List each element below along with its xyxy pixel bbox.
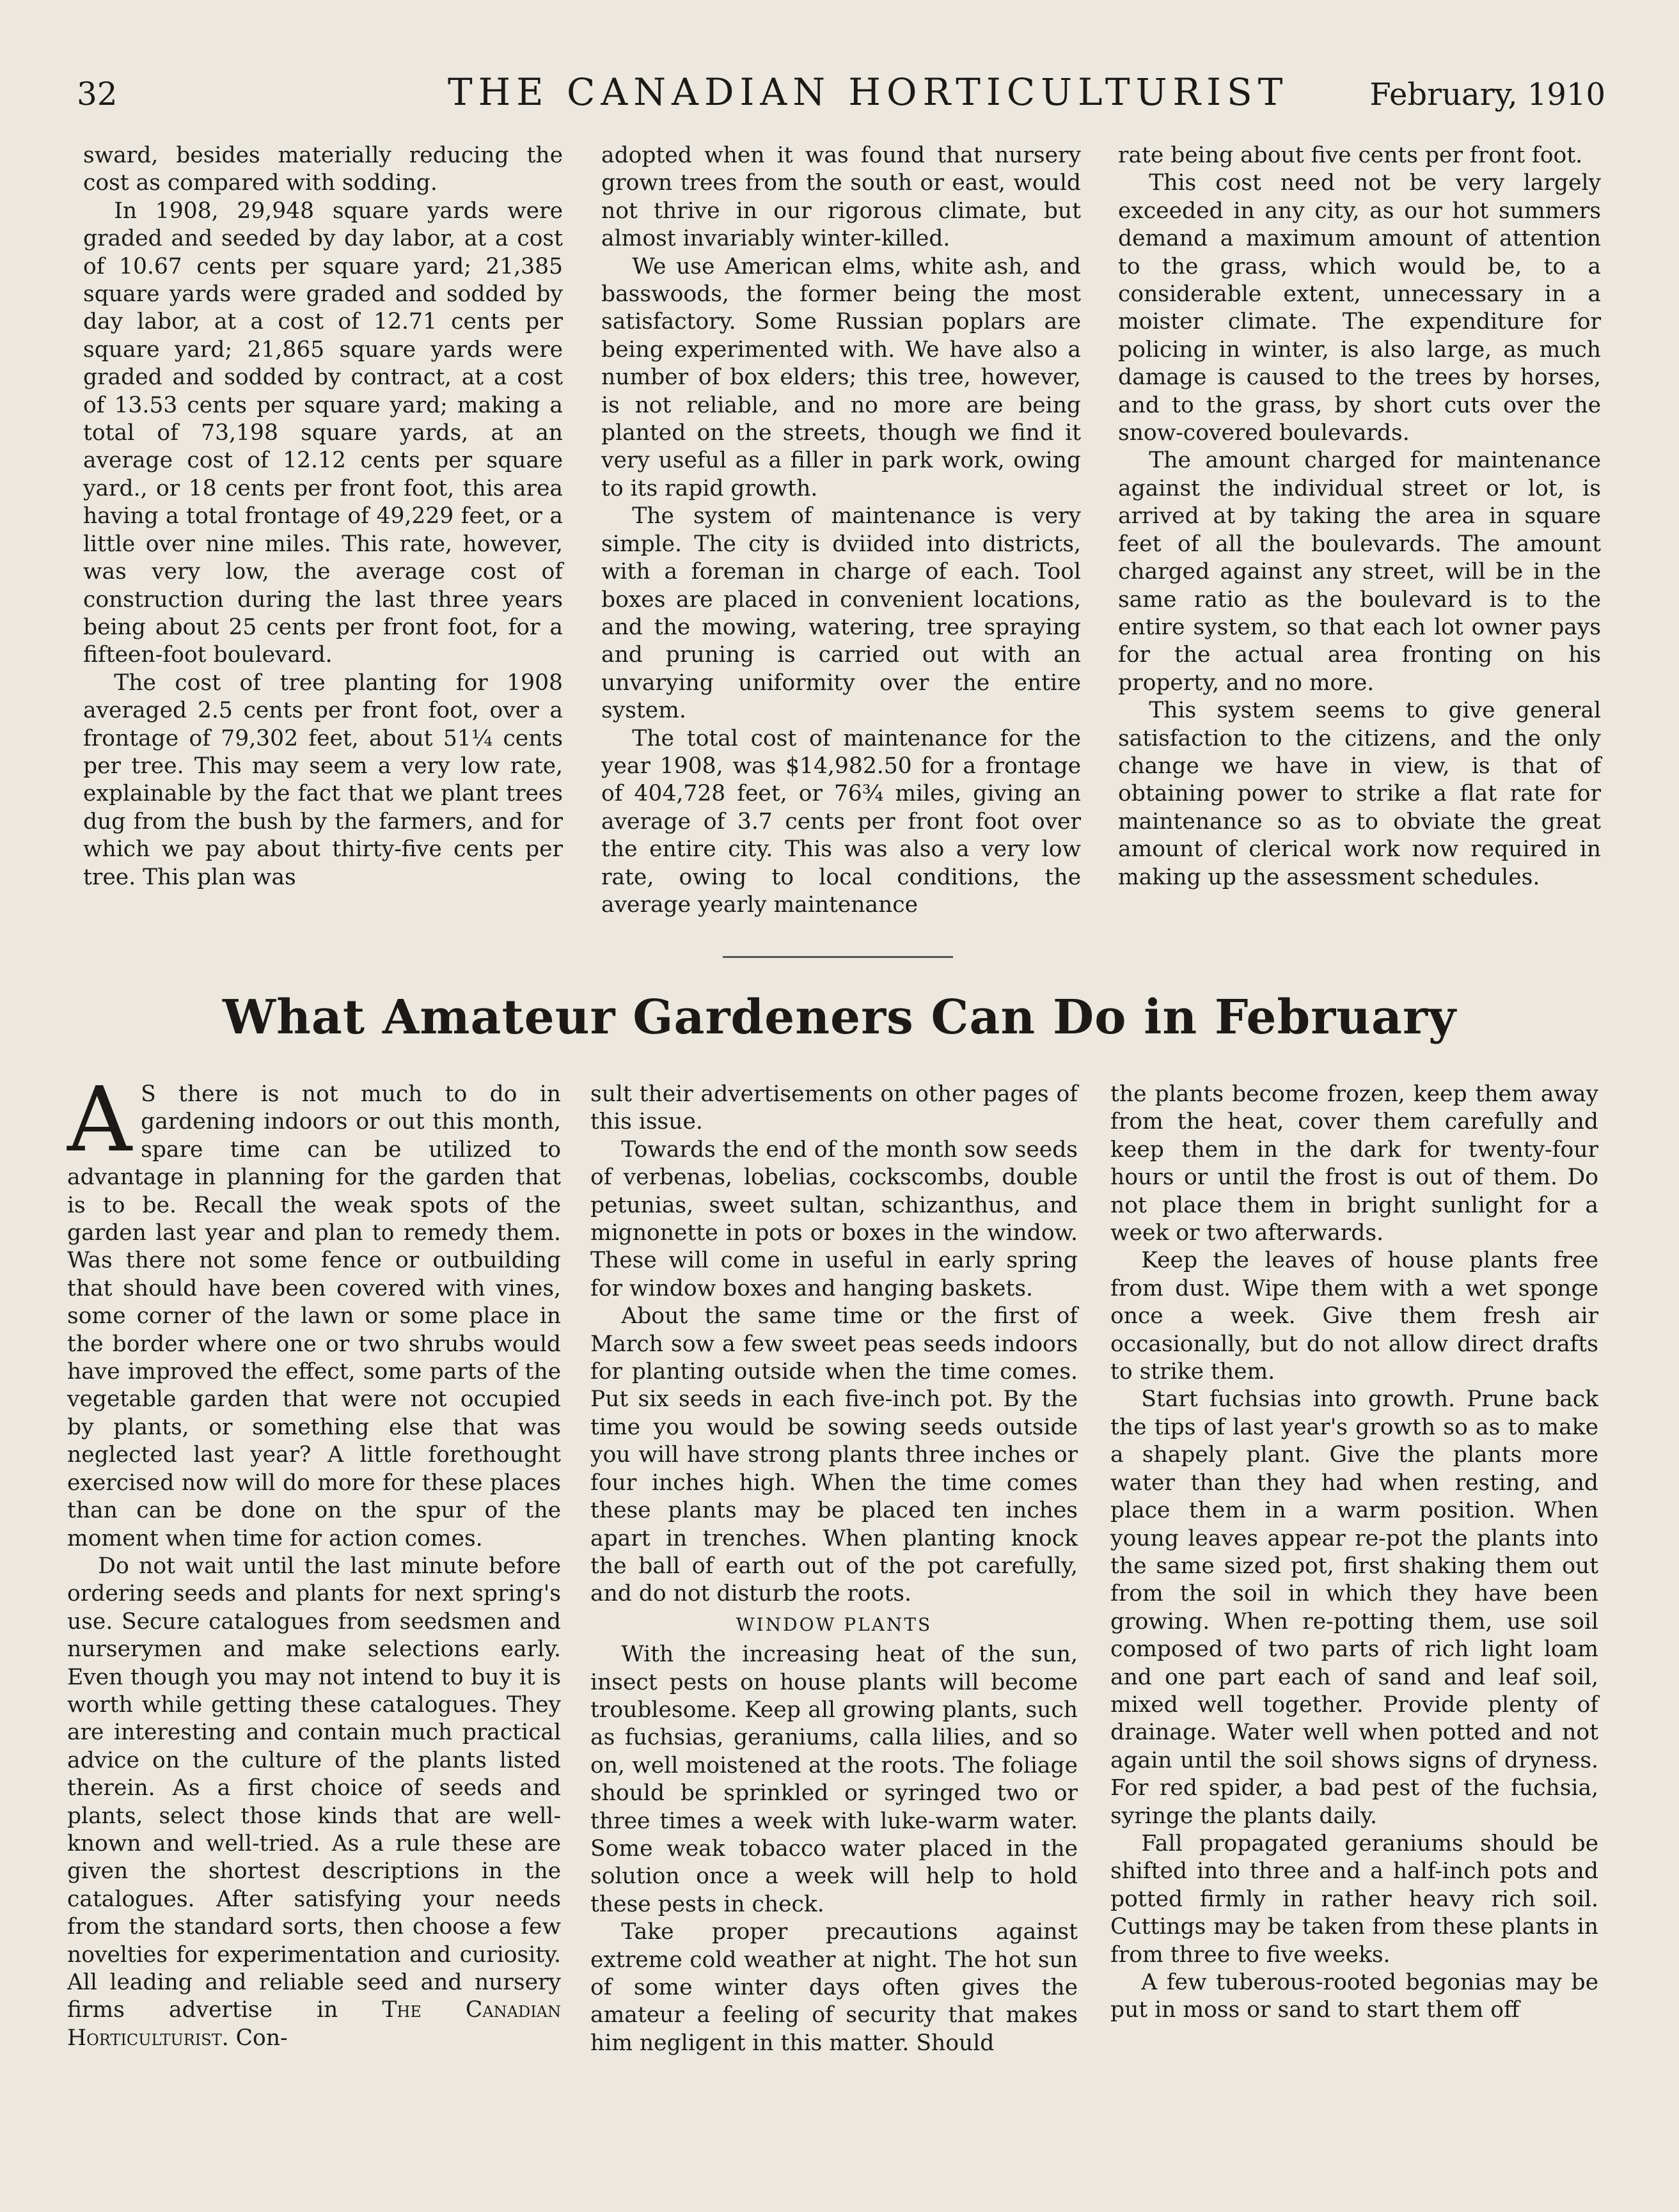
issue-date: February, 1910 <box>1369 77 1605 113</box>
journal-title: THE CANADIAN HORTICULTURIST <box>448 70 1289 114</box>
section-divider <box>723 956 953 958</box>
paragraph: A S there is not much to do in gardening indoors or out this month, spare time can be utilized to advantage in planning for the garden that is to be. Recall the weak spots of the garden last year and plan to remedy them. Was there not some fence or outbuilding that should have been covered with vines, some corner of the lawn or some place in the border where one or two shrubs would have improved the effect, some parts of the vegetable garden that were not occupied by plants, or something else that was neglected last year? A little forethought exercised now will do more for these places than can be done on the spur of the moment when time for action comes. <box>67 1068 561 1551</box>
paragraph: Fall propagated geraniums should be shifted into three and a half-inch pots and potted firmly in rather heavy rich soil. Cuttings may be taken from these plants in from three to five weeks. <box>1110 1830 1598 1968</box>
paragraph: Towards the end of the month sow seeds of verbenas, lobelias, cockscombs, double petunias, sweet sultan, schizanthus, and mignonette in pots or boxes in the window. These will come in useful in early spring for window boxes and hanging baskets. <box>590 1136 1078 1301</box>
paragraph: Do not wait until the last minute before ordering seeds and plants for next spring's use. Secure catalogues from seedsmen and nurserymen and make selections early. Even though you may not intend to buy it is worth while getting these catalogues. They are interesting and contain much practical advice on the culture of the plants listed therein. As a first choice of seeds and plants, select those kinds that are well-known and well-tried. As a rule these are given the shortest descriptions in the catalogues. After satisfying your needs from the standard sorts, then choose a few novelties for experimentation and curiosity. All leading and reliable seed and nursery firms advertise in The Canadian Horticulturist. Con- <box>67 1553 562 2051</box>
paragraph: In 1908, 29,948 square yards were graded and seeded by day labor, at a cost of 10.67 cents per square yard; 21,385 square yards were graded and sodded by day labor, at a cost of 12.71 cents per square yard; 21,865 square yards were graded and sodded by contract, at a cost of 13.53 cents per square yard; making a total of 73,198 square yards, at an average cost of 12.12 cents per square yard., or 18 cents per front foot, this area having a total frontage of 49,229 feet, or a little over nine miles. This rate, however, was very low, the average cost of construction during the last three years being about 25 cents per front foot, for a fifteen-foot boulevard. <box>83 198 563 668</box>
publication-name: The Canadian Horticulturist <box>67 1997 562 2051</box>
paragraph: sward, besides materially reducing the cost as compared with sodding. <box>83 143 563 196</box>
boulevard-column-2 <box>601 142 1081 919</box>
boulevard-column-1 <box>83 142 563 891</box>
paragraph: With the increasing heat of the sun, insect pests on house plants will become troublesome. Keep all growing plants, such as fuchsias, geraniums, calla lilies, and so on, well moistened at the roots. The foliage should be sprinkled or syringed two or three times a week with luke-warm water. Some weak tobacco water placed in the solution once a week will help to hold these pests in check. <box>590 1642 1078 1917</box>
paragraph: Start fuchsias into growth. Prune back the tips of last year's growth so as to make a shapely plant. Give the plants more water than they had when resting, and place them in a warm position. When young leaves appear re-pot the plants into the same sized pot, first shaking them out from the soil in which they have been growing. When re-potting them, use soil composed of two parts of rich light loam and one part each of sand and leaf soil, mixed well together. Provide plenty of drainage. Water well when potted and not again until the soil shows signs of dryness. For red spider, a bad pest of the fuchsia, syringe the plants daily. <box>1110 1386 1598 1829</box>
paragraph: This system seems to give general satisfaction to the citizens, and the only change we have in view, is that of obtaining power to strike a flat rate for maintenance so as to obviate the great amount of clerical work now required in making up the assessment schedules. <box>1118 698 1601 890</box>
drop-cap: A <box>67 1068 132 1172</box>
paragraph: The total cost of maintenance for the year 1908, was $14,982.50 for a frontage of 404,728 feet, or 76¾ miles, giving an average of 3.7 cents per front foot over the entire city. This was also a very low rate, owing to local conditions, the average yearly maintenance <box>601 725 1081 918</box>
paragraph: The amount charged for maintenance against the individual street or lot, is arrived at by taking the area in square feet of all the boulevards. The amount charged against any street, will be in the same ratio as the boulevard is to the entire system, so that each lot owner pays for the actual area fronting on his property, and no more. <box>1118 448 1601 696</box>
paragraph: The cost of tree planting for 1908 averaged 2.5 cents per front foot, over a frontage of 79,302 feet, about 51¼ cents per tree. This may seem a very low rate, explainable by the fact that we plant trees dug from the bush by the farmers, and for which we pay about thirty-five cents per tree. This plan was <box>83 670 563 890</box>
gardening-column-3 <box>1110 1081 1598 2025</box>
paragraph: Take proper precautions against extreme cold weather at night. The hot sun of some winter days often gives the amateur a feeling of security that makes him negligent in this matter. Should <box>590 1919 1078 2056</box>
gardening-column-2 <box>590 1081 1078 2057</box>
paragraph: This cost need not be very largely exceeded in any city, as our hot summers demand a maximum amount of attention to the grass, which would be, to a considerable extent, unnecessary in a moister climate. The expenditure for policing in winter, is also large, as much damage is caused to the trees by horses, and to the grass, by short cuts over the snow-covered boulevards. <box>1118 170 1601 446</box>
paragraph: A few tuberous-rooted begonias may be put in moss or sand to start them off <box>1110 1970 1598 2023</box>
section-subhead: WINDOW PLANTS <box>736 1613 933 1635</box>
paragraph: adopted when it was found that nursery grown trees from the south or east, would not thrive in our rigorous climate, but almost invariably winter-killed. <box>601 143 1081 252</box>
paragraph: sult their advertisements on other pages of this issue. <box>590 1081 1078 1135</box>
paragraph: rate being about five cents per front foot. <box>1118 143 1583 168</box>
gardening-column-1 <box>67 1068 562 2052</box>
paragraph: We use American elms, white ash, and basswoods, the former being the most satisfactory. Some Russian poplars are being experimented with. We have also a number of box elders; this tree, however, is not reliable, and no more are being planted on the streets, though we find it very useful as a filler in park work, owing to its rapid growth. <box>601 253 1081 501</box>
paragraph: Keep the leaves of house plants free from dust. Wipe them with a wet sponge once a week. Give them fresh air occasionally, but do not allow direct drafts to strike them. <box>1110 1248 1598 1385</box>
running-head <box>0 70 1679 122</box>
paragraph: About the same time or the first of March sow a few sweet peas seeds indoors for planting outside when the time comes. Put six seeds in each five-inch pot. By the time you would be sowing seeds outside you will have strong plants three inches or four inches high. When the time comes these plants may be placed ten inches apart in trenches. When planting knock the ball of earth out of the pot carefully, and do not disturb the roots. <box>590 1303 1078 1607</box>
boulevard-column-3 <box>1118 142 1601 891</box>
page-number: 32 <box>77 75 118 113</box>
article-headline: What Amateur Gardeners Can Do in February <box>223 990 1456 1045</box>
paragraph: the plants become frozen, keep them away from the heat, cover them carefully and keep them in the dark for twenty-four hours or until the frost is out of them. Do not place them in bright sunlight for a week or two afterwards. <box>1110 1081 1598 1246</box>
paragraph: The system of maintenance is very simple. The city is dviided into districts, with a foreman in charge of each. Tool boxes are placed in convenient locations, and the mowing, watering, tree spraying and pruning is carried out with an unvarying uniformity over the entire system. <box>601 503 1081 724</box>
